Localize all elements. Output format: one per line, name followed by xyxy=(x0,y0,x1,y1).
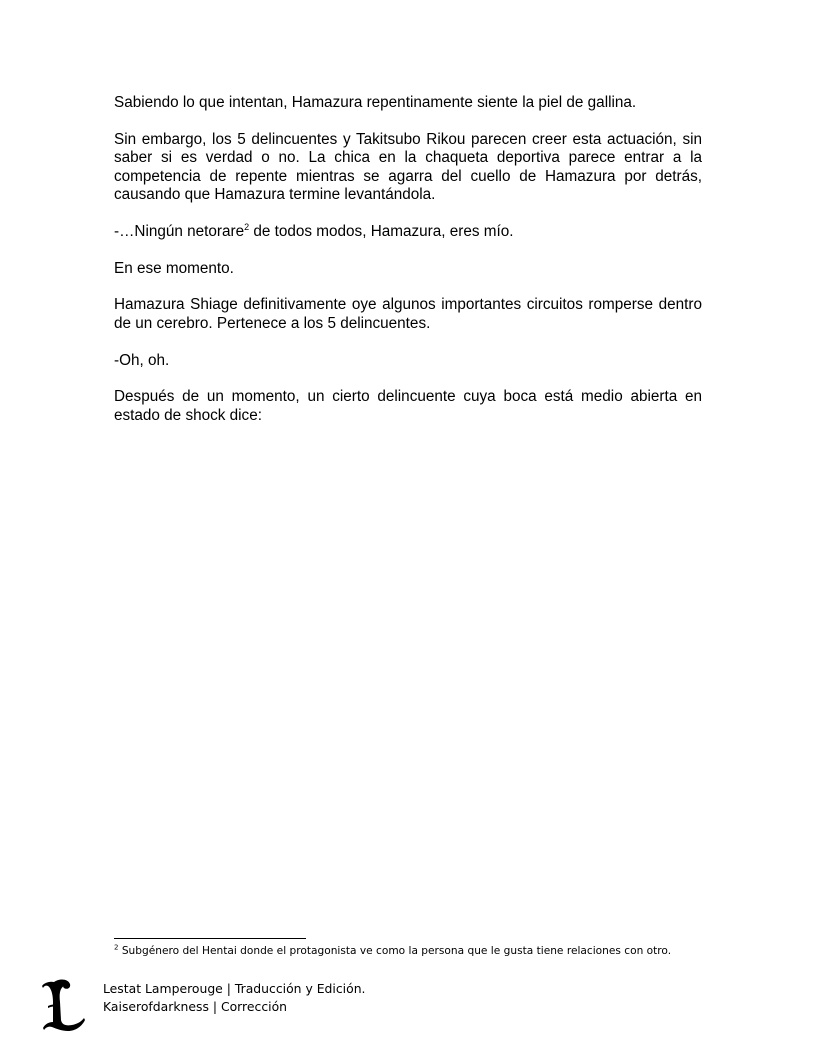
credit-line-correction: Kaiserofdarkness | Corrección xyxy=(103,999,288,1015)
credit-line-translation: Lestat Lamperouge | Traducción y Edición. xyxy=(103,981,366,996)
paragraph: -Oh, oh. xyxy=(114,351,170,369)
footer-credits xyxy=(103,980,366,1016)
footnote-number: 2 xyxy=(114,943,119,952)
paragraph-with-footnote-ref xyxy=(114,223,702,241)
gothic-letter-l-icon xyxy=(40,976,88,1034)
footnote-reference[interactable]: 2 xyxy=(244,221,250,232)
footnote-separator xyxy=(114,938,306,939)
paragraph: En ese momento. xyxy=(114,259,234,277)
paragraph: Después de un momento, un cierto delincuente cuya boca está medio abierta en estado de shock dice: xyxy=(114,388,702,424)
footnote xyxy=(114,944,714,958)
body-text xyxy=(114,94,702,444)
paragraph: Sabiendo lo que intentan, Hamazura repentinamente siente la piel de gallina. xyxy=(114,94,637,111)
paragraph: Sin embargo, los 5 delincuentes y Takitsubo Rikou parecen creer esta actuación, sin saber si es verdad o no. La chica en la chaqueta deportiva parece entrar a la competencia de repente mientras se agarra del cuello de Hamazura por detrás, causando que Hamazura termine levantándola. xyxy=(114,130,702,204)
dialogue-start: -…Ningún netorare xyxy=(114,222,245,240)
footnote-text: Subgénero del Hentai donde el protagonista ve como la persona que le gusta tiene relaciones con otro. xyxy=(118,945,672,957)
paragraph: Hamazura Shiage definitivamente oye algunos importantes circuitos romperse dentro de un cerebro. Pertenece a los 5 delincuentes. xyxy=(114,296,702,332)
dialogue-end: de todos modos, Hamazura, eres mío. xyxy=(249,222,514,240)
